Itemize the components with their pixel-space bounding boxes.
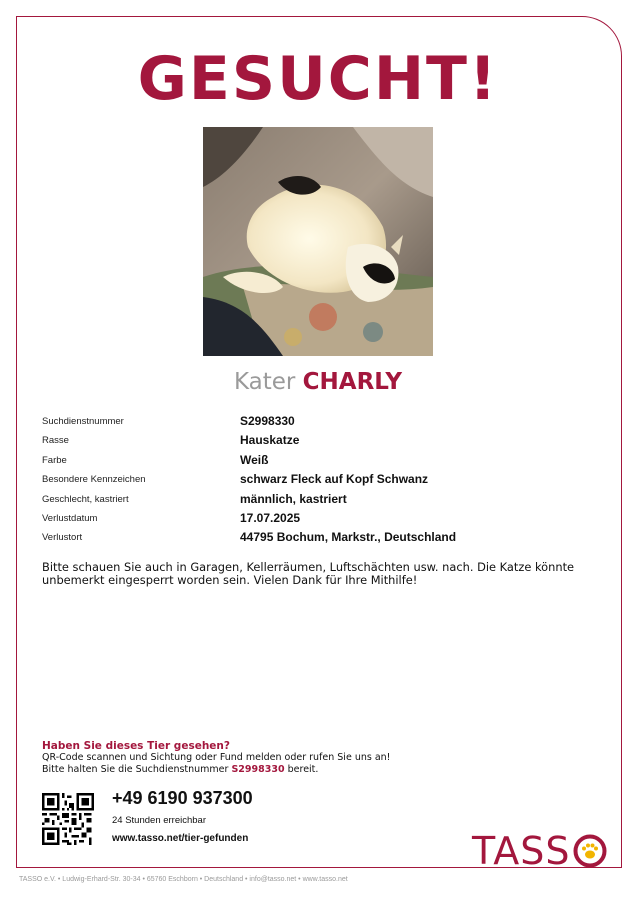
- detail-row-lost-place: [42, 530, 582, 549]
- contact-line-2: [42, 764, 390, 776]
- detail-value: männlich, kastriert: [240, 491, 347, 506]
- detail-value: 17.07.2025: [240, 510, 301, 525]
- contact-line-2-before: Bitte halten Sie die Suchdienstnummer: [42, 763, 229, 775]
- detail-value: Hauskatze: [240, 433, 300, 448]
- detail-row-search-number: [42, 414, 582, 433]
- phone-number[interactable]: +49 6190 937300: [112, 788, 253, 808]
- detail-row-color: [42, 453, 582, 472]
- detail-label: Farbe: [42, 454, 67, 466]
- detail-label: Geschlecht, kastriert: [42, 493, 129, 505]
- details-table: [42, 414, 582, 550]
- contact-line-1: QR-Code scannen und Sichtung oder Fund melden oder rufen Sie uns an!: [42, 752, 391, 763]
- detail-value: 44795 Bochum, Markstr., Deutschland: [240, 530, 457, 545]
- contact-question: Haben Sie dieses Tier gesehen?: [42, 740, 230, 752]
- detail-label: Suchdienstnummer: [42, 416, 124, 427]
- contact-block: [42, 740, 390, 775]
- footer-address: TASSO e.V. • Ludwig-Erhard-Str. 30-34 • 65760 Eschborn • Deutschland • info@tasso.net • www.tasso.net: [19, 876, 348, 883]
- detail-label: Besondere Kennzeichen: [42, 474, 146, 486]
- detail-label: Rasse: [42, 435, 69, 447]
- cat-photo: [203, 127, 433, 356]
- headline: GESUCHT!: [137, 44, 499, 114]
- tasso-logo-text: TASS: [472, 829, 571, 873]
- contact-reference-number: S2998330: [231, 763, 285, 775]
- note-text: Bitte schauen Sie auch in Garagen, Kellerräumen, Luftschächten usw. nach. Die Katze könnte unbemerkt eingesperrt worden sein. Vielen Dank für Ihre Mithilfe!: [42, 560, 575, 587]
- detail-value: schwarz Fleck auf Kopf Schwanz: [240, 472, 429, 487]
- tasso-logo: [472, 826, 607, 876]
- pet-prefix: Kater: [233, 369, 296, 395]
- paw-icon: [573, 834, 607, 868]
- detail-value: Weiß: [240, 452, 269, 467]
- found-pet-link[interactable]: www.tasso.net/tier-gefunden: [112, 833, 249, 844]
- pet-name: [0, 369, 636, 395]
- detail-row-lost-date: [42, 511, 582, 530]
- contact-line-2-after: bereit.: [287, 763, 319, 775]
- qr-code[interactable]: [42, 793, 94, 845]
- hours-text: 24 Stunden erreichbar: [112, 815, 207, 826]
- detail-row-breed: [42, 433, 582, 452]
- detail-value: S2998330: [240, 414, 295, 428]
- detail-label: Verlustort: [42, 532, 83, 544]
- detail-row-sex: [42, 492, 582, 511]
- detail-label: Verlustdatum: [42, 512, 98, 524]
- detail-row-markings: [42, 472, 582, 491]
- pet-name-value: CHARLY: [302, 369, 403, 395]
